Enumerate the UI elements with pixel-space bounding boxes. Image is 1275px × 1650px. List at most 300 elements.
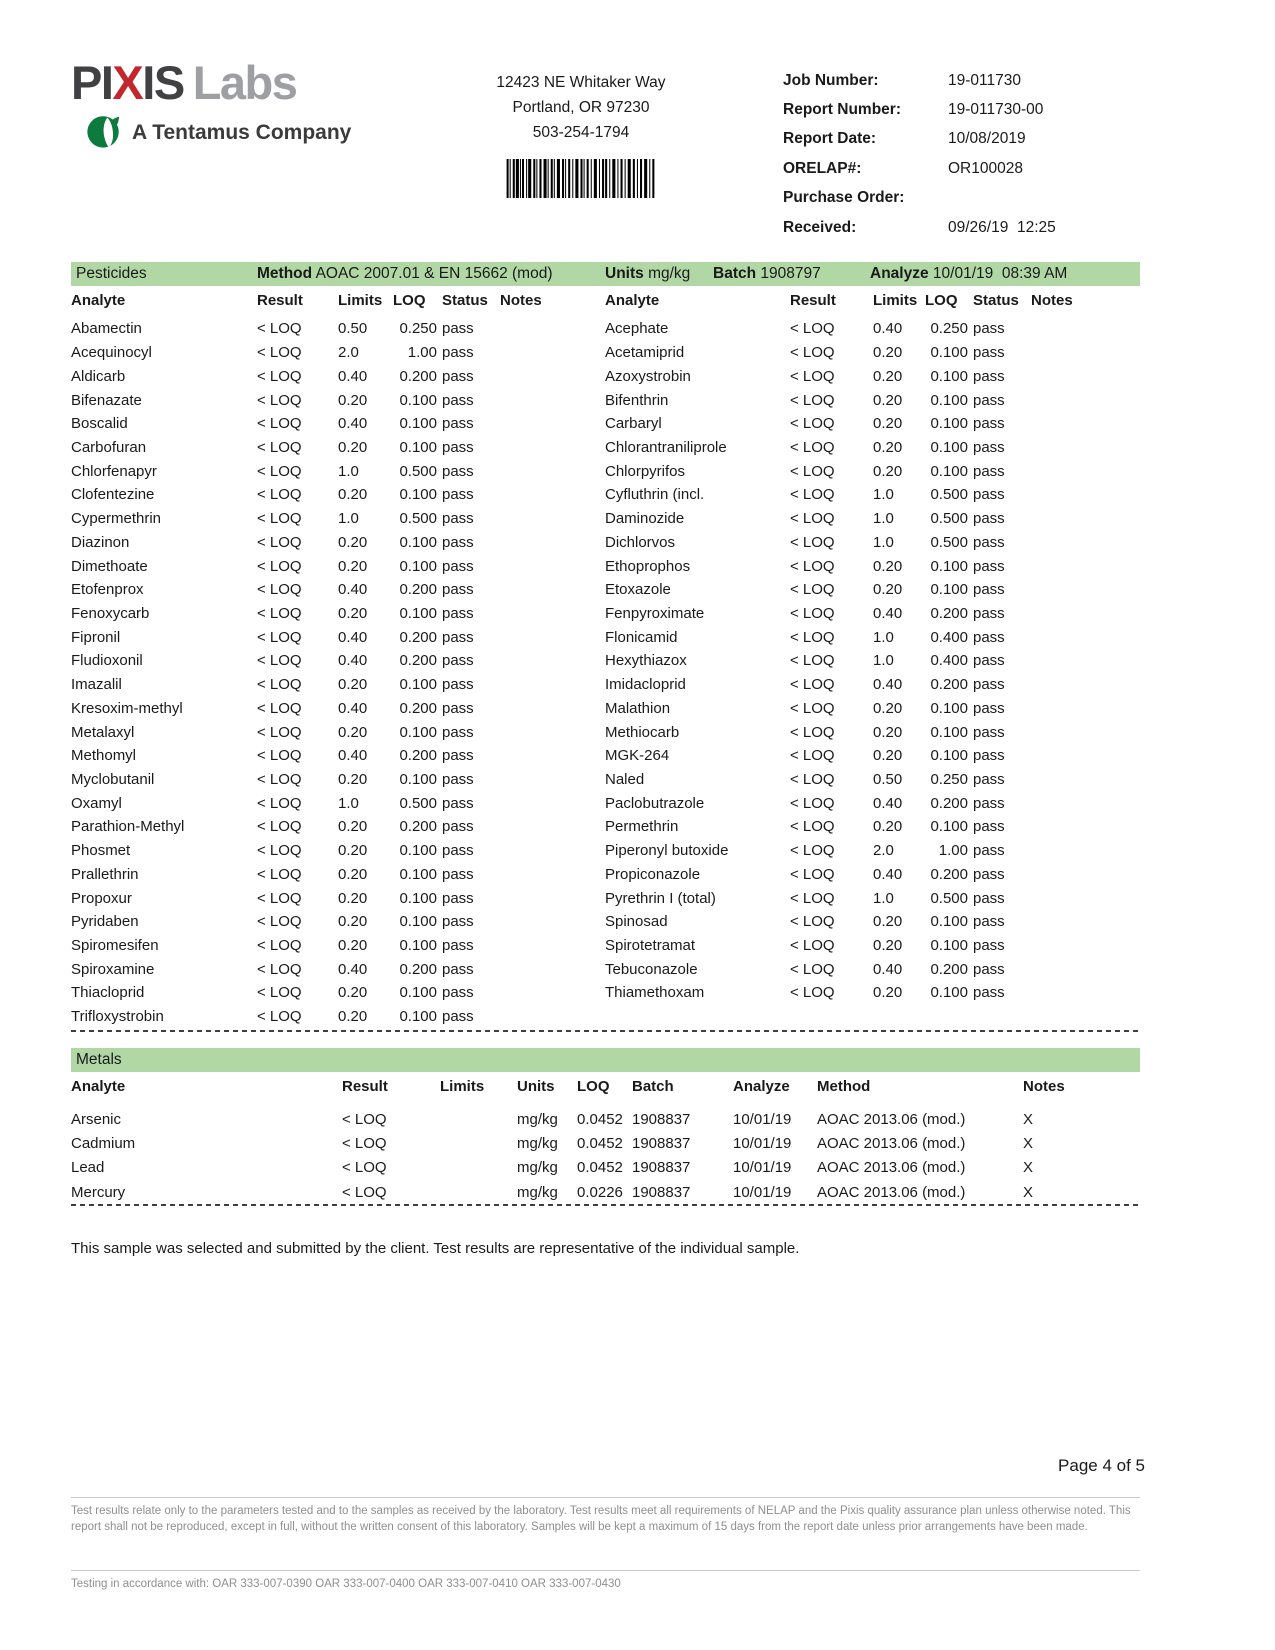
analyte-name: Abamectin [71, 320, 142, 338]
limit-value: 0.20 [338, 723, 368, 741]
method-label: Method [257, 265, 313, 282]
analyte-name: Chlorpyrifos [605, 462, 686, 480]
pesticide-row [605, 436, 1140, 460]
result-value: < LOQ [790, 581, 835, 599]
loq-value: 0.500 [930, 533, 968, 551]
pesticides-units [605, 262, 690, 286]
limit-value: 0.20 [338, 676, 368, 694]
column-header-limits: Limits [440, 1077, 485, 1095]
status-value: pass [973, 320, 1005, 338]
logo-text-labs: Labs [192, 56, 297, 109]
limit-value: 0.20 [338, 486, 368, 504]
report-info-row [783, 66, 1143, 95]
status-value: pass [973, 415, 1005, 433]
limit-value: 0.40 [338, 699, 368, 717]
column-header-loq: LOQ [393, 291, 426, 309]
pesticide-row [605, 317, 1140, 341]
analyte-name: Lead [71, 1159, 105, 1177]
batch-value: 1908837 [632, 1183, 691, 1201]
analyte-name: Chlorantraniliprole [605, 438, 727, 456]
result-value: < LOQ [257, 391, 302, 409]
logo [71, 58, 431, 154]
column-header-notes: Notes [1031, 291, 1073, 309]
limit-value: 0.20 [338, 1008, 368, 1026]
loq-value: 0.100 [399, 937, 437, 955]
column-header-notes: Notes [500, 291, 542, 309]
status-value: pass [973, 533, 1005, 551]
pesticides-section-title: Pesticides [76, 265, 147, 282]
loq-value: 0.100 [399, 557, 437, 575]
loq-value: 1.00 [407, 344, 437, 362]
loq-value: 0.500 [399, 462, 437, 480]
loq-value: 0.100 [399, 865, 437, 883]
result-value: < LOQ [790, 771, 835, 789]
result-value: < LOQ [257, 533, 302, 551]
limit-value: 0.20 [338, 913, 368, 931]
dashed-separator [71, 1204, 1140, 1206]
pesticides-left-rows [71, 317, 605, 1029]
result-value: < LOQ [257, 889, 302, 907]
result-value: < LOQ [257, 747, 302, 765]
batch-value: 1908797 [760, 265, 821, 282]
result-value: < LOQ [790, 676, 835, 694]
status-value: pass [442, 652, 474, 670]
method-value: AOAC 2013.06 (mod.) [817, 1159, 966, 1177]
status-value: pass [973, 438, 1005, 456]
loq-value: 0.100 [399, 438, 437, 456]
limit-value: 1.0 [873, 628, 894, 646]
pesticide-row [605, 530, 1140, 554]
loq-value: 0.500 [930, 510, 968, 528]
status-value: pass [442, 699, 474, 717]
limit-value: 0.20 [873, 913, 903, 931]
result-value: < LOQ [790, 628, 835, 646]
loq-value: 0.100 [930, 581, 968, 599]
report-info-row [783, 154, 1143, 183]
report-info-label: Job Number: [783, 71, 879, 89]
loq-value: 1.00 [938, 842, 968, 860]
pesticides-tables [71, 290, 1140, 1029]
pesticide-row [71, 530, 605, 554]
loq-value: 0.100 [930, 557, 968, 575]
loq-value: 0.0226 [577, 1183, 623, 1201]
analyte-name: Kresoxim-methyl [71, 699, 183, 717]
logo-tagline: A Tentamus Company [132, 120, 352, 144]
column-header-loq: LOQ [577, 1077, 610, 1095]
units-value: mg/kg [517, 1110, 558, 1128]
report-info-value: 19-011730 [948, 71, 1021, 89]
limit-value: 1.0 [338, 510, 359, 528]
result-value: < LOQ [257, 604, 302, 622]
analyze-value: 10/01/19 08:39 AM [932, 265, 1068, 282]
loq-value: 0.100 [930, 391, 968, 409]
status-value: pass [442, 320, 474, 338]
pesticide-row [605, 459, 1140, 483]
dashed-separator [71, 1030, 1140, 1032]
status-value: pass [973, 367, 1005, 385]
barcode [431, 159, 731, 203]
column-header-notes: Notes [1023, 1077, 1065, 1095]
metals-section-title: Metals [76, 1051, 122, 1068]
limit-value: 0.20 [338, 865, 368, 883]
status-value: pass [973, 391, 1005, 409]
status-value: pass [442, 723, 474, 741]
pesticide-row [71, 744, 605, 768]
analyze-label: Analyze [870, 265, 929, 282]
status-value: pass [442, 557, 474, 575]
pesticides-analyze [870, 262, 1067, 286]
result-value: < LOQ [257, 462, 302, 480]
loq-value: 0.200 [930, 865, 968, 883]
analyte-name: Prallethrin [71, 865, 139, 883]
report-info-value: 10/08/2019 [948, 130, 1026, 148]
limit-value: 0.20 [873, 581, 903, 599]
analyze-value: 10/01/19 [733, 1134, 792, 1152]
result-value: < LOQ [790, 557, 835, 575]
report-info-row [783, 184, 1143, 213]
loq-value: 0.100 [930, 438, 968, 456]
result-value: < LOQ [257, 960, 302, 978]
pesticide-row [71, 934, 605, 958]
result-value: < LOQ [257, 344, 302, 362]
loq-value: 0.100 [399, 604, 437, 622]
limit-value: 0.20 [873, 391, 903, 409]
limit-value: 0.20 [338, 533, 368, 551]
loq-value: 0.100 [930, 818, 968, 836]
analyte-name: Bifenazate [71, 391, 142, 409]
analyte-name: Oxamyl [71, 794, 122, 812]
status-value: pass [442, 794, 474, 812]
analyte-name: Methomyl [71, 747, 137, 765]
analyte-name: Mercury [71, 1183, 126, 1201]
loq-value: 0.100 [399, 391, 437, 409]
result-value: < LOQ [257, 699, 302, 717]
metals-table [71, 1076, 1140, 1204]
notes-value: X [1023, 1110, 1034, 1128]
status-value: pass [973, 771, 1005, 789]
limit-value: 0.40 [338, 652, 368, 670]
status-value: pass [442, 960, 474, 978]
report-info-label: Report Number: [783, 101, 901, 119]
pesticide-row [605, 934, 1140, 958]
metal-row [71, 1131, 1140, 1155]
limit-value: 1.0 [873, 510, 894, 528]
column-header-analyte: Analyte [71, 291, 126, 309]
pesticide-row [71, 483, 605, 507]
pesticide-row [605, 649, 1140, 673]
column-header-batch: Batch [632, 1077, 674, 1095]
analyte-name: Etoxazole [605, 581, 671, 599]
status-value: pass [442, 865, 474, 883]
pesticide-row [71, 886, 605, 910]
status-value: pass [973, 865, 1005, 883]
analyte-name: Trifloxystrobin [71, 1008, 164, 1026]
limit-value: 0.20 [873, 415, 903, 433]
limit-value: 0.20 [338, 937, 368, 955]
status-value: pass [973, 676, 1005, 694]
units-label: Units [605, 265, 644, 282]
result-value: < LOQ [257, 865, 302, 883]
status-value: pass [442, 344, 474, 362]
result-value: < LOQ [257, 415, 302, 433]
pesticide-row [605, 957, 1140, 981]
pesticide-row [605, 815, 1140, 839]
units-value: mg/kg [517, 1159, 558, 1177]
column-header-units: Units [517, 1077, 555, 1095]
result-value: < LOQ [257, 438, 302, 456]
limit-value: 0.20 [873, 557, 903, 575]
report-info-row [783, 125, 1143, 154]
result-value: < LOQ [790, 865, 835, 883]
batch-value: 1908837 [632, 1110, 691, 1128]
analyte-name: Piperonyl butoxide [605, 842, 729, 860]
report-info-label: Received: [783, 218, 857, 236]
analyze-value: 10/01/19 [733, 1159, 792, 1177]
status-value: pass [442, 889, 474, 907]
loq-value: 0.100 [930, 723, 968, 741]
column-header-analyte: Analyte [71, 1077, 126, 1095]
analyte-name: Pyridaben [71, 913, 139, 931]
metal-row [71, 1180, 1140, 1204]
limit-value: 0.20 [873, 438, 903, 456]
pesticide-row [71, 768, 605, 792]
status-value: pass [973, 604, 1005, 622]
limit-value: 0.40 [338, 367, 368, 385]
status-value: pass [973, 652, 1005, 670]
pesticide-row [71, 839, 605, 863]
analyte-name: Parathion-Methyl [71, 818, 185, 836]
loq-value: 0.200 [399, 818, 437, 836]
analyte-name: Aldicarb [71, 367, 126, 385]
limit-value: 0.20 [873, 747, 903, 765]
pesticide-row [605, 412, 1140, 436]
pesticides-batch [713, 262, 821, 286]
method-value: AOAC 2013.06 (mod.) [817, 1134, 966, 1152]
limit-value: 1.0 [873, 486, 894, 504]
column-header-result: Result [342, 1077, 388, 1095]
result-value: < LOQ [790, 604, 835, 622]
limit-value: 0.20 [338, 889, 368, 907]
analyte-name: Carbofuran [71, 438, 147, 456]
status-value: pass [973, 794, 1005, 812]
limit-value: 0.20 [873, 818, 903, 836]
result-value: < LOQ [257, 628, 302, 646]
pesticide-row [71, 649, 605, 673]
loq-value: 0.100 [399, 486, 437, 504]
analyte-name: Spirotetramat [605, 937, 696, 955]
pesticides-method [257, 262, 553, 286]
analyte-name: Spiroxamine [71, 960, 155, 978]
status-value: pass [442, 367, 474, 385]
status-value: pass [442, 771, 474, 789]
analyte-name: Carbaryl [605, 415, 662, 433]
metals-rows [71, 1107, 1140, 1204]
loq-value: 0.200 [399, 581, 437, 599]
pesticide-row [71, 697, 605, 721]
analyte-name: Permethrin [605, 818, 679, 836]
status-value: pass [442, 438, 474, 456]
footer-accordance: Testing in accordance with: OAR 333-007-0390 OAR 333-007-0400 OAR 333-007-0410 OAR 333-007-0430 [71, 1570, 1140, 1593]
result-value: < LOQ [257, 794, 302, 812]
result-value: < LOQ [790, 984, 835, 1002]
analyte-name: Fenoxycarb [71, 604, 150, 622]
result-value: < LOQ [790, 438, 835, 456]
pesticide-row [71, 459, 605, 483]
analyte-name: Dichlorvos [605, 533, 676, 551]
loq-value: 0.100 [930, 984, 968, 1002]
result-value: < LOQ [257, 818, 302, 836]
analyte-name: Chlorfenapyr [71, 462, 157, 480]
status-value: pass [973, 628, 1005, 646]
leaf-globe-icon [85, 111, 123, 154]
analyte-name: Acephate [605, 320, 669, 338]
result-value: < LOQ [257, 1008, 302, 1026]
status-value: pass [973, 699, 1005, 717]
loq-value: 0.100 [930, 699, 968, 717]
status-value: pass [973, 747, 1005, 765]
loq-value: 0.100 [930, 415, 968, 433]
pesticide-row [71, 341, 605, 365]
pesticide-row [71, 957, 605, 981]
status-value: pass [442, 486, 474, 504]
pesticide-row [605, 697, 1140, 721]
analyte-name: Thiamethoxam [605, 984, 705, 1002]
loq-value: 0.200 [930, 676, 968, 694]
notes-value: X [1023, 1159, 1034, 1177]
analyte-name: Spinosad [605, 913, 668, 931]
report-info-row [783, 213, 1143, 242]
column-header-limits: Limits [873, 291, 918, 309]
metals-header-row [71, 1076, 1140, 1096]
loq-value: 0.0452 [577, 1159, 623, 1177]
loq-value: 0.200 [399, 367, 437, 385]
loq-value: 0.250 [930, 771, 968, 789]
logo-text-is: IS [142, 56, 184, 109]
loq-value: 0.100 [930, 462, 968, 480]
pesticide-row [71, 388, 605, 412]
analyte-name: Etofenprox [71, 581, 144, 599]
units-value: mg/kg [648, 265, 691, 282]
address-line-1: 12423 NE Whitaker Way [496, 74, 666, 91]
result-value: < LOQ [790, 320, 835, 338]
limit-value: 0.20 [338, 771, 368, 789]
analyte-name: Cypermethrin [71, 510, 162, 528]
analyte-name: Propoxur [71, 889, 132, 907]
loq-value: 0.100 [399, 984, 437, 1002]
column-header-limits: Limits [338, 291, 383, 309]
loq-value: 0.100 [399, 415, 437, 433]
report-info-label: Purchase Order: [783, 189, 905, 207]
limit-value: 2.0 [873, 842, 894, 860]
limit-value: 0.20 [873, 344, 903, 362]
analyte-name: Naled [605, 771, 645, 789]
pesticide-row [71, 317, 605, 341]
pesticides-header-row [605, 290, 1140, 310]
status-value: pass [973, 960, 1005, 978]
result-value: < LOQ [790, 510, 835, 528]
loq-value: 0.500 [930, 889, 968, 907]
analyte-name: Pyrethrin I (total) [605, 889, 716, 907]
analyte-name: Malathion [605, 699, 671, 717]
status-value: pass [442, 676, 474, 694]
result-value: < LOQ [257, 723, 302, 741]
result-value: < LOQ [790, 652, 835, 670]
pesticide-row [605, 388, 1140, 412]
status-value: pass [973, 723, 1005, 741]
limit-value: 0.40 [338, 960, 368, 978]
limit-value: 0.20 [338, 557, 368, 575]
pesticide-row [71, 815, 605, 839]
pesticide-row [605, 910, 1140, 934]
pesticide-row [605, 364, 1140, 388]
loq-value: 0.100 [930, 367, 968, 385]
logo-wordmark [71, 58, 431, 108]
analyte-name: Hexythiazox [605, 652, 687, 670]
result-value: < LOQ [790, 937, 835, 955]
result-value: < LOQ [790, 818, 835, 836]
status-value: pass [973, 462, 1005, 480]
pesticide-row [71, 981, 605, 1005]
status-value: pass [442, 533, 474, 551]
result-value: < LOQ [257, 984, 302, 1002]
loq-value: 0.250 [399, 320, 437, 338]
pesticide-row [71, 364, 605, 388]
loq-value: 0.100 [399, 1008, 437, 1026]
column-header-loq: LOQ [925, 291, 958, 309]
result-value: < LOQ [257, 510, 302, 528]
analyte-name: Cadmium [71, 1134, 136, 1152]
status-value: pass [973, 818, 1005, 836]
pesticide-row [605, 863, 1140, 887]
status-value: pass [442, 984, 474, 1002]
loq-value: 0.400 [930, 652, 968, 670]
analyte-name: Propiconazole [605, 865, 701, 883]
pesticide-row [71, 625, 605, 649]
logo-text-pi: PI [71, 56, 113, 109]
analyte-name: Phosmet [71, 842, 131, 860]
limit-value: 0.20 [873, 367, 903, 385]
analyte-name: Dimethoate [71, 557, 148, 575]
loq-value: 0.0452 [577, 1134, 623, 1152]
pesticides-header-row [71, 290, 605, 310]
limit-value: 0.20 [338, 438, 368, 456]
pesticide-row [605, 791, 1140, 815]
pesticide-row [605, 483, 1140, 507]
loq-value: 0.200 [399, 652, 437, 670]
status-value: pass [442, 415, 474, 433]
report-info-value: OR100028 [948, 159, 1023, 177]
pesticide-row [605, 981, 1140, 1005]
status-value: pass [442, 818, 474, 836]
limit-value: 0.20 [873, 937, 903, 955]
status-value: pass [973, 913, 1005, 931]
pesticide-row [71, 578, 605, 602]
result-value: < LOQ [257, 913, 302, 931]
analyte-name: Bifenthrin [605, 391, 669, 409]
analyte-name: Acequinocyl [71, 344, 152, 362]
report-info-label: ORELAP#: [783, 159, 862, 177]
analyze-value: 10/01/19 [733, 1183, 792, 1201]
notes-value: X [1023, 1183, 1034, 1201]
limit-value: 0.20 [338, 818, 368, 836]
units-value: mg/kg [517, 1183, 558, 1201]
status-value: pass [442, 462, 474, 480]
loq-value: 0.200 [399, 628, 437, 646]
batch-value: 1908837 [632, 1134, 691, 1152]
pesticide-row [605, 341, 1140, 365]
column-header-analyze: Analyze [733, 1077, 790, 1095]
pesticide-row [71, 1005, 605, 1029]
